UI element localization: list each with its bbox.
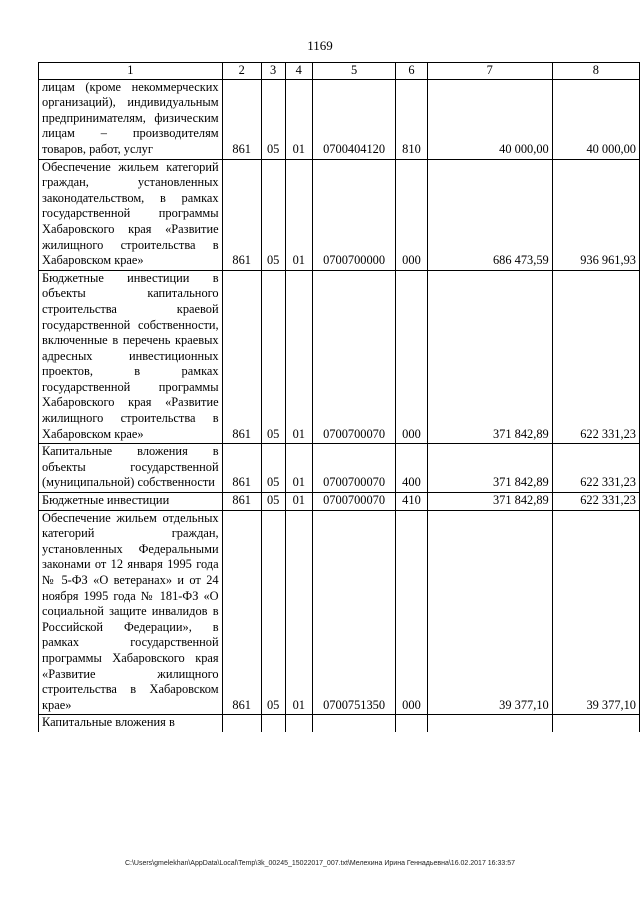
row-name: Бюджетные инвестиции	[39, 493, 223, 511]
page-number: 1169	[307, 38, 333, 53]
cell-target-article: 0700700070	[313, 270, 396, 444]
cell-amount-1	[427, 715, 552, 732]
cell-subsection: 01	[285, 159, 313, 270]
cell-subsection	[285, 715, 313, 732]
cell-ministry: 861	[222, 270, 261, 444]
cell-ministry: 861	[222, 159, 261, 270]
budget-table	[38, 62, 640, 732]
table-row	[39, 444, 640, 493]
header-col-3: 3	[261, 63, 285, 80]
cell-target-article: 0700700070	[313, 493, 396, 511]
cell-expense-type: 810	[396, 79, 428, 159]
table-row	[39, 270, 640, 444]
cell-subsection: 01	[285, 444, 313, 493]
row-name: Бюджетные инвестиции в объекты капитального строительства краевой государственной собственности, включенные в перечень краевых адресных инвестиционных проектов, в рамках государственной программы Хабаровского края «Развитие жилищного строительства в Хабаровском крае»	[39, 270, 223, 444]
row-name: Обеспечение жильем отдельных категорий граждан, установленных Федеральными законами от 12 января 1995 года № 5-ФЗ «О ветеранах» и от 24 ноября 1995 года № 181-ФЗ «О социальной защите инвалидов в Российской Федерации», в рамках государственной программы Хабаровского края «Развитие жилищного строительства в Хабаровском крае»	[39, 510, 223, 715]
cell-amount-2: 622 331,23	[552, 444, 639, 493]
cell-expense-type: 400	[396, 444, 428, 493]
cell-amount-2	[552, 715, 639, 732]
header-col-6: 6	[396, 63, 428, 80]
cell-ministry: 861	[222, 493, 261, 511]
cell-amount-2: 622 331,23	[552, 270, 639, 444]
table-header-row	[39, 63, 640, 80]
cell-target-article	[313, 715, 396, 732]
cell-expense-type	[396, 715, 428, 732]
cell-target-article: 0700404120	[313, 79, 396, 159]
cell-subsection: 01	[285, 270, 313, 444]
cell-section: 05	[261, 79, 285, 159]
cell-target-article: 0700700000	[313, 159, 396, 270]
cell-expense-type: 000	[396, 270, 428, 444]
cell-amount-1: 40 000,00	[427, 79, 552, 159]
table-row	[39, 510, 640, 715]
header-col-1: 1	[39, 63, 223, 80]
row-name: Капитальные вложения в	[39, 715, 223, 732]
cell-section: 05	[261, 270, 285, 444]
header-col-2: 2	[222, 63, 261, 80]
cell-section: 05	[261, 444, 285, 493]
cell-amount-1: 686 473,59	[427, 159, 552, 270]
cell-subsection: 01	[285, 79, 313, 159]
cell-amount-2: 622 331,23	[552, 493, 639, 511]
header-col-8: 8	[552, 63, 639, 80]
cell-ministry: 861	[222, 510, 261, 715]
cell-amount-2: 40 000,00	[552, 79, 639, 159]
cell-section: 05	[261, 510, 285, 715]
cell-amount-2: 39 377,10	[552, 510, 639, 715]
table-row	[39, 79, 640, 159]
cell-expense-type: 000	[396, 159, 428, 270]
cell-amount-2: 936 961,93	[552, 159, 639, 270]
cell-ministry: 861	[222, 444, 261, 493]
cell-section	[261, 715, 285, 732]
header-col-4: 4	[285, 63, 313, 80]
header-col-5: 5	[313, 63, 396, 80]
table-row	[39, 159, 640, 270]
header-col-7: 7	[427, 63, 552, 80]
cell-subsection: 01	[285, 510, 313, 715]
cell-amount-1: 371 842,89	[427, 270, 552, 444]
table-row	[39, 493, 640, 511]
cell-expense-type: 000	[396, 510, 428, 715]
cell-amount-1: 39 377,10	[427, 510, 552, 715]
cell-target-article: 0700700070	[313, 444, 396, 493]
cell-ministry	[222, 715, 261, 732]
footer-file-path: C:\Users\gmelekhan\AppData\Local\Temp\3k_00245_15022017_007.txt\Мелехина Ирина Геннадьевна\16.02.2017 16:33:57	[124, 860, 516, 867]
row-name: Капитальные вложения в объекты государственной (муниципальной) собственности	[39, 444, 223, 493]
cell-amount-1: 371 842,89	[427, 444, 552, 493]
cell-target-article: 0700751350	[313, 510, 396, 715]
row-name: Обеспечение жильем категорий граждан, установленных законодательством, в рамках государственной программы Хабаровского края «Развитие жилищного строительства в Хабаровском крае»	[39, 159, 223, 270]
table-row	[39, 715, 640, 732]
row-name: лицам (кроме некоммерческих организаций), индивидуальным предпринимателям, физическим лицам – производителям товаров, работ, услуг	[39, 79, 223, 159]
cell-section: 05	[261, 493, 285, 511]
cell-subsection: 01	[285, 493, 313, 511]
cell-expense-type: 410	[396, 493, 428, 511]
cell-ministry: 861	[222, 79, 261, 159]
cell-amount-1: 371 842,89	[427, 493, 552, 511]
cell-section: 05	[261, 159, 285, 270]
